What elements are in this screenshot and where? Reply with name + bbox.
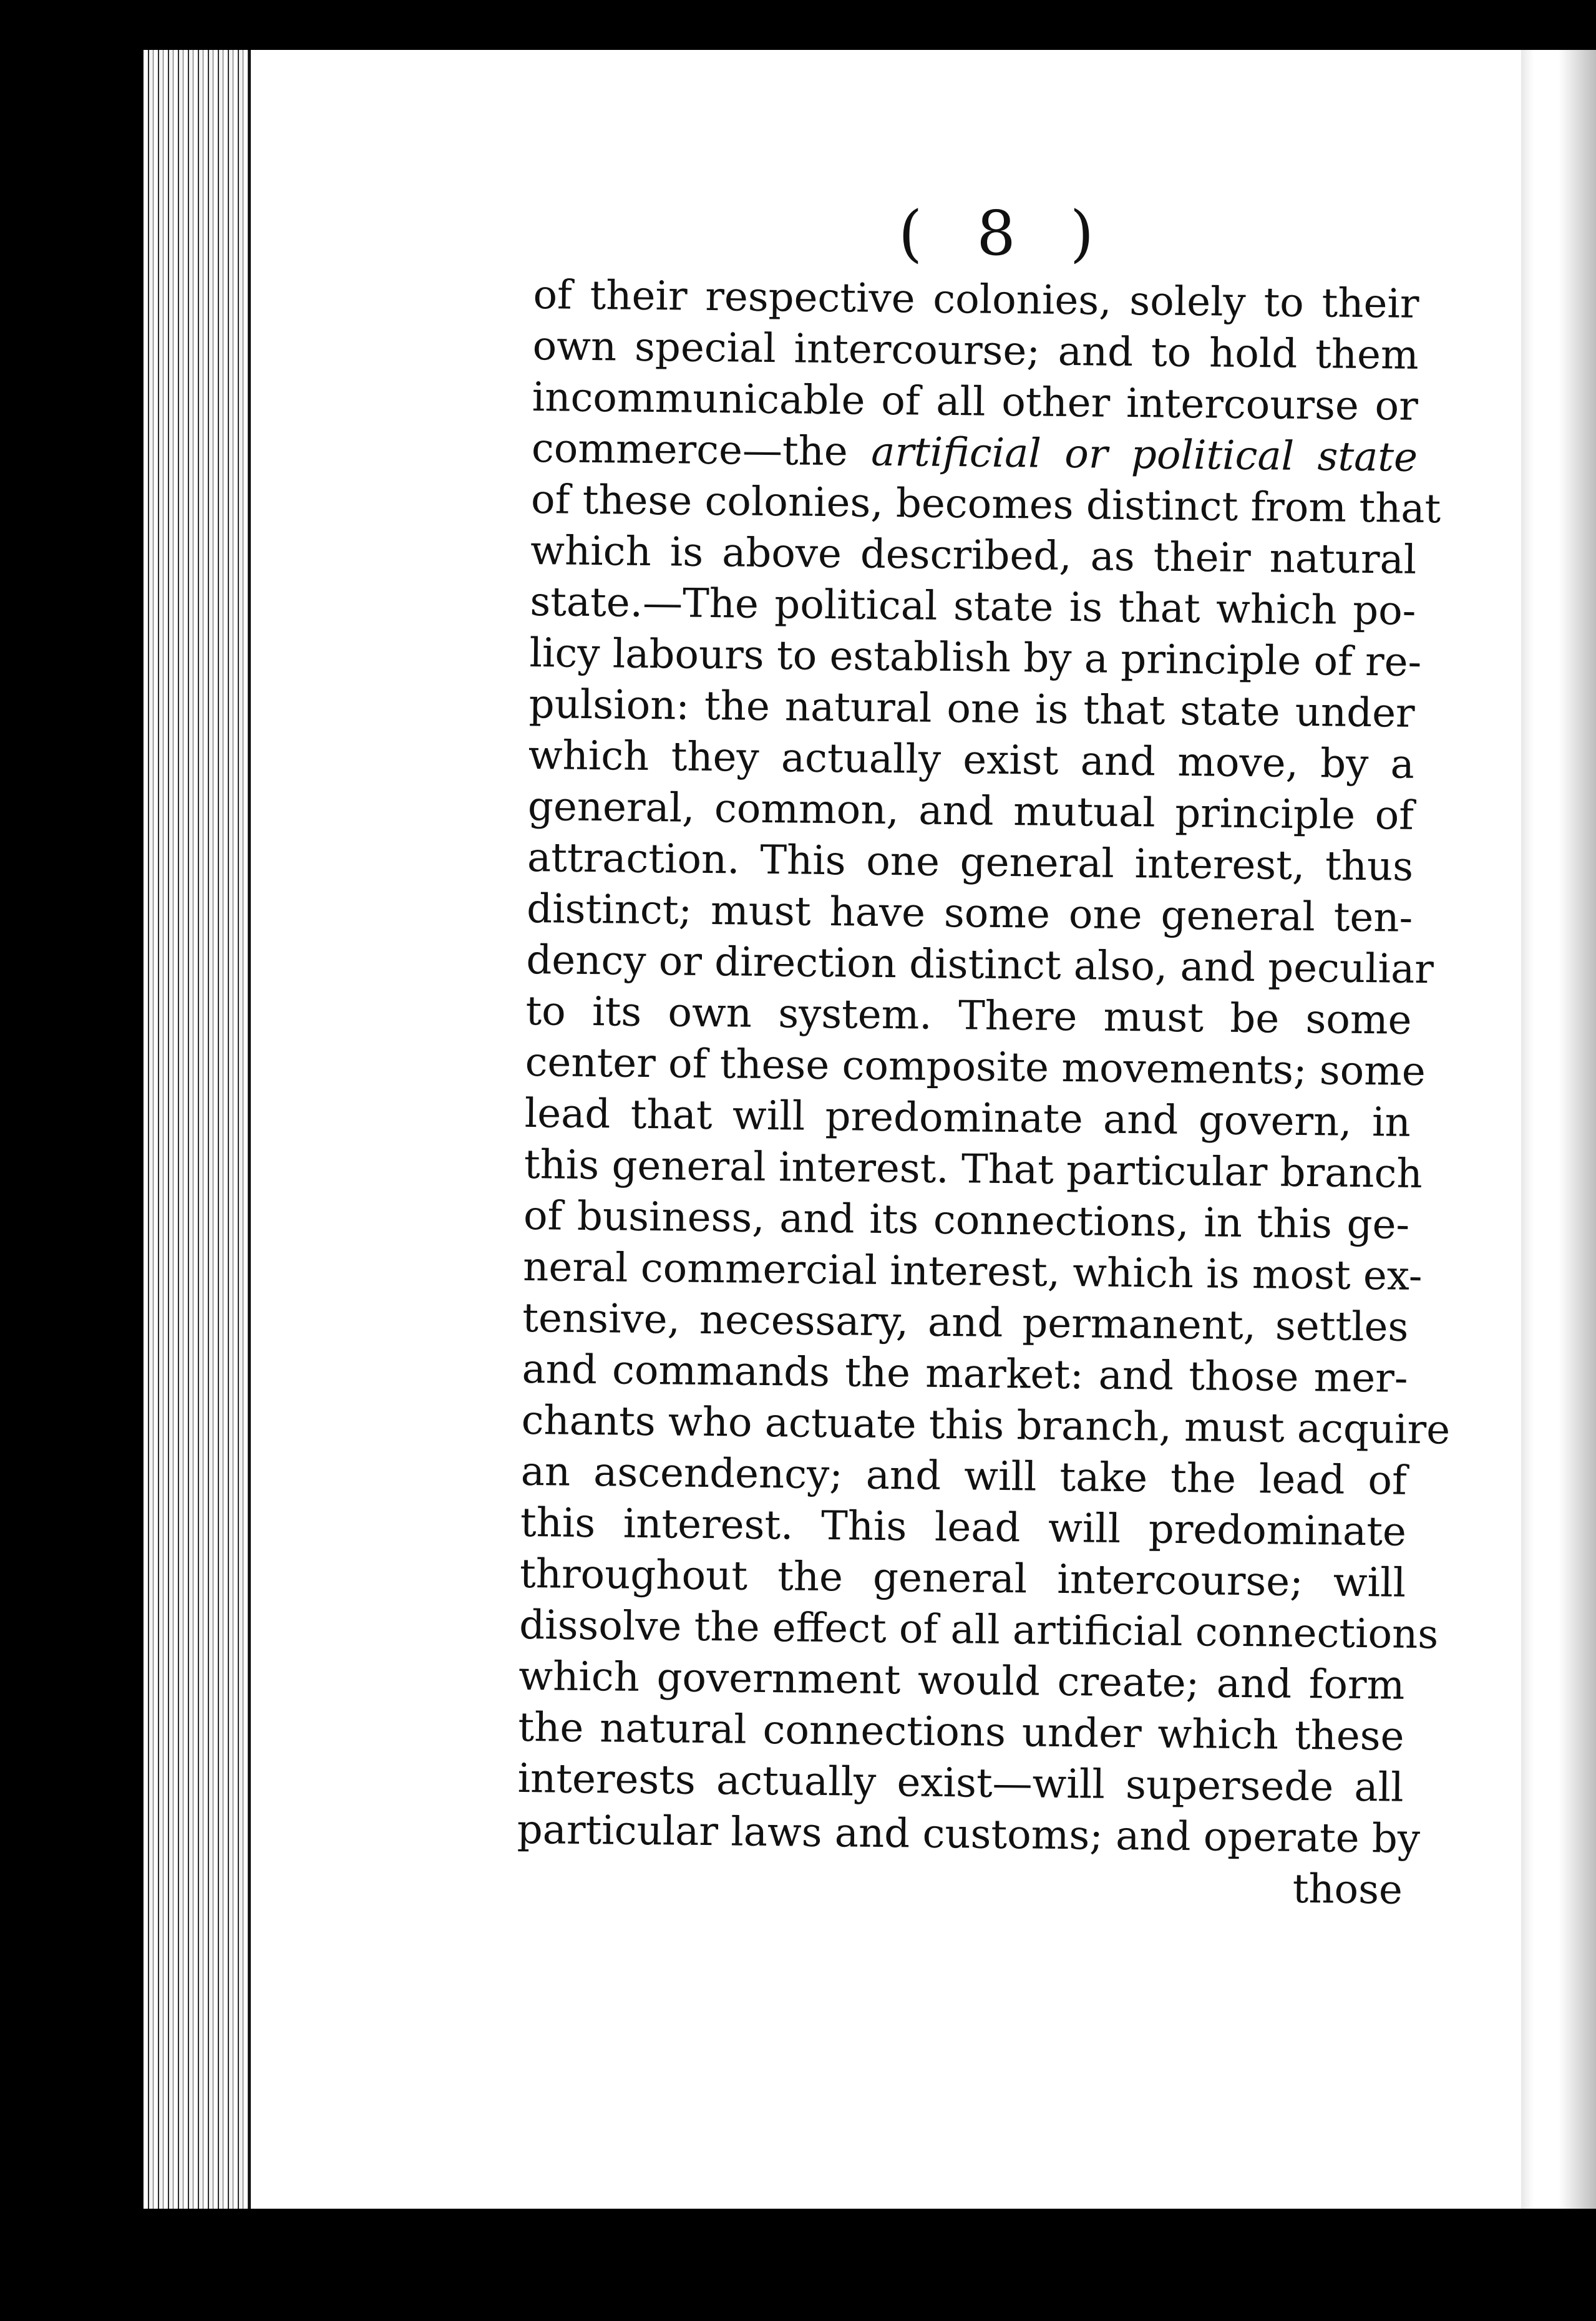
page-gutter-shadow (1521, 50, 1596, 2209)
text-line: which is above described, as their natural (530, 527, 1417, 583)
body-text (517, 270, 1451, 1916)
text-line: of these colonies, becomes distinct from that (530, 476, 1441, 533)
text-line: licy labours to establish by a principle of re- (529, 630, 1422, 686)
catchword: those (1292, 1866, 1403, 1914)
text-line: general, common, and mutual principle of (527, 783, 1414, 839)
page-number: ( 8 ) (898, 198, 1112, 270)
italic-phrase: artificial or political state (870, 429, 1418, 481)
text-line: attraction. This one general interest, thus (527, 834, 1414, 890)
text-line: an ascendency; and will take the lead of (520, 1448, 1408, 1504)
text-line: dissolve the effect of all artificial connections (518, 1602, 1439, 1658)
text-line-with-italic (532, 423, 1418, 484)
text-line: lead that will predominate and govern, in (524, 1090, 1411, 1146)
text-line: which government would create; and form (518, 1653, 1405, 1709)
text-line: state.—The political state is that which po- (530, 578, 1416, 635)
text-line: throughout the general intercourse; will (519, 1550, 1406, 1607)
text-segment: commerce—the (531, 425, 849, 475)
text-line: the natural connections under which these (518, 1704, 1404, 1760)
text-line: incommunicable of all other intercourse or (532, 374, 1419, 430)
text-line: neral commercial interest, which is most ex- (522, 1243, 1423, 1300)
text-line: distinct; must have some one general ten- (526, 885, 1413, 942)
text-line: of business, and its connections, in this ge- (523, 1192, 1410, 1248)
text-line: interests actually exist—will supersede all (517, 1755, 1404, 1811)
text-line: dency or direction distinct also, and peculiar (526, 937, 1434, 993)
text-line: tensive, necessary, and permanent, settles (522, 1295, 1409, 1351)
text-line: chants who actuate this branch, must acquire (521, 1397, 1451, 1454)
text-line: of their respective colonies, solely to their (533, 271, 1419, 328)
text-line: own special intercourse; and to hold them (532, 323, 1419, 379)
book-page-edges (144, 50, 250, 2209)
text-line: and commands the market: and those mer- (522, 1346, 1408, 1402)
text-line: this general interest. That particular branch (523, 1141, 1423, 1197)
text-line: which they actually exist and move, by a (528, 732, 1415, 788)
text-line: this interest. This lead will predominate (520, 1499, 1407, 1555)
text-line: center of these composite movements; some (525, 1039, 1426, 1096)
text-line: pulsion: the natural one is that state under (528, 681, 1416, 737)
text-line: particular laws and customs; and operate by (517, 1806, 1421, 1863)
text-line: to its own system. There must be some (525, 988, 1412, 1044)
